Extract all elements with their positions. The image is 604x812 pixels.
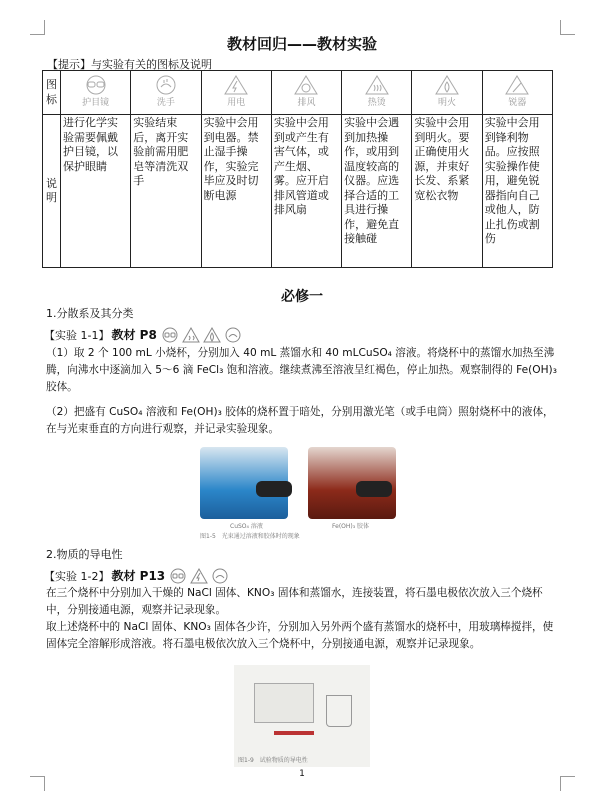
experiment-1-step-1: （1）取 2 个 100 mL 小烧杯，分别加入 40 mL 蒸馏水和 40 mLCuSO₄ 溶液。将烧杯中的蒸馏水加热至沸腾，向沸水中逐滴加入 5～6 滴 FeCl₃ 饱和溶液。继续煮沸至溶液呈红褐色，停止加热。观察制得的 Fe(OH)₃ 胶体。	[46, 347, 557, 393]
experiment-ref: 教材 P8	[111, 328, 157, 342]
figure-conductivity	[234, 665, 370, 767]
icon-cell-flame	[412, 71, 482, 115]
icon-row	[43, 71, 553, 115]
experiment-ref: 教材 P13	[111, 569, 166, 583]
flame-icon	[203, 327, 221, 343]
icon-table	[42, 70, 553, 268]
icon-label: 热烫	[367, 98, 386, 108]
laser-pen-image	[256, 481, 292, 497]
description-hot: 实验中会遇到加热操作，或用到温度较高的仪器。应选择合适的工具进行操作，避免直接触碰	[342, 115, 412, 268]
hand-wash-icon	[211, 568, 229, 584]
goggles-icon	[161, 327, 179, 343]
experiment-label: 【实验 1-1】	[44, 328, 110, 342]
page-number: 1	[299, 769, 305, 779]
goggles-icon	[83, 75, 109, 95]
electricity-icon	[190, 568, 208, 584]
goggles-icon	[169, 568, 187, 584]
icon-label: 排风	[297, 98, 316, 108]
beaker-image	[326, 695, 352, 727]
icon-cell-goggles	[61, 71, 131, 115]
icon-cell-ventilation	[271, 71, 341, 115]
sharp-icon	[504, 75, 530, 95]
experiment-2-step-2: 取上述烧杯中的 NaCl 固体、KNO₃ 固体各少许，分别加入另外两个盛有蒸馏水的烧杯中，用玻璃棒搅拌，使固体完全溶解形成溶液。将石墨电极依次放入三个烧杯中，分别接通电源，观察并记录现象。	[46, 621, 554, 650]
description-handwash: 实验结束后，离开实验前需用肥皂等清洗双手	[131, 115, 201, 268]
flame-icon	[434, 75, 460, 95]
icon-label: 护目镜	[82, 98, 110, 108]
description-goggles: 进行化学实验需要佩戴护目镜，以保护眼睛	[61, 115, 131, 268]
figure-label: Fe(OH)₃ 胶体	[332, 523, 370, 530]
description-ventilation: 实验中会用到或产生有害气体，或产生烟、雾。应开启排风管道或排风扇	[271, 115, 341, 268]
power-supply-image	[254, 683, 314, 723]
experiment-heading-2	[44, 567, 232, 584]
laser-pen-image	[356, 481, 392, 497]
icon-cell-sharp	[482, 71, 552, 115]
experiment-1-step-2: （2）把盛有 CuSO₄ 溶液和 Fe(OH)₃ 胶体的烧杯置于暗处，分别用激光笔（或手电筒）照射烧杯中的液体，在与光束垂直的方向进行观察，并记录实验现象。	[46, 406, 554, 435]
experiment-2-step-1: 在三个烧杯中分别加入干燥的 NaCl 固体、KNO₃ 固体和蒸馏水，连接装置，将石墨电极依次放入三个烧杯中，分别接通电源，观察并记录现象。	[46, 587, 543, 616]
figure-caption: 图1-9 试验物质的导电性	[238, 757, 308, 764]
description-row	[43, 115, 553, 268]
hand-wash-icon	[224, 327, 242, 343]
hot-icon	[182, 327, 200, 343]
wire-image	[274, 731, 314, 735]
icon-cell-handwash	[131, 71, 201, 115]
page-title: 教材回归——教材实验	[226, 35, 377, 53]
icon-label: 明火	[438, 98, 457, 108]
icon-cell-electricity	[201, 71, 271, 115]
row-label-description: 说明	[43, 115, 61, 268]
hot-icon	[364, 75, 390, 95]
icon-label: 洗手	[156, 98, 175, 108]
tip-line: 【提示】与实验有关的图标及说明	[47, 58, 212, 71]
description-electricity: 实验中会用到电器。禁止湿手操作，实验完毕应及时切断电源	[201, 115, 271, 268]
electricity-icon	[223, 75, 249, 95]
description-flame: 实验中会用到明火。要正确使用火源，并束好长发、系紧宽松衣物	[412, 115, 482, 268]
figure-light-beam	[196, 443, 406, 540]
topic-heading-2: 2.物质的导电性	[46, 548, 123, 561]
ventilation-icon	[293, 75, 319, 95]
topic-heading-1: 1.分散系及其分类	[46, 307, 134, 320]
description-sharp: 实验中会用到锋利物品。应按照实验操作使用，避免锐器指向自己或他人，防止扎伤或割伤	[482, 115, 552, 268]
figure-label: CuSO₄ 溶液	[230, 523, 263, 530]
icon-label: 锐器	[508, 98, 527, 108]
icon-cell-hot	[342, 71, 412, 115]
row-label-icon: 图标	[43, 71, 61, 115]
experiment-label: 【实验 1-2】	[44, 569, 110, 583]
icon-label: 用电	[227, 98, 246, 108]
hand-wash-icon	[153, 75, 179, 95]
figure-caption: 图1-5 光束通过溶液和胶体时的现象	[200, 533, 300, 540]
section-heading: 必修一	[281, 289, 323, 305]
experiment-heading-1	[44, 326, 245, 343]
